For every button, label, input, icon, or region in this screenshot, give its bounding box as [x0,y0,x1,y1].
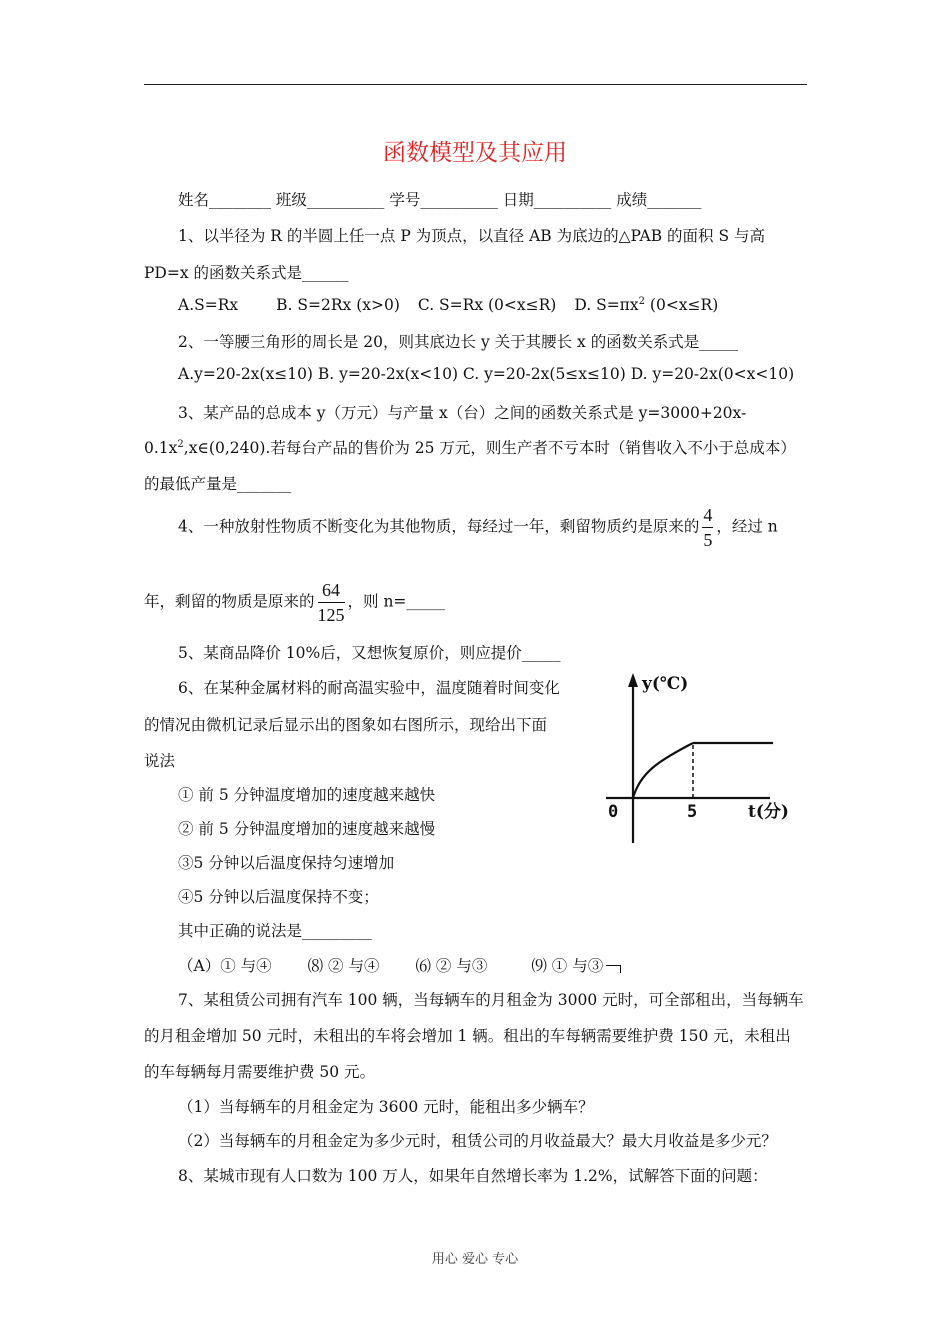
q4-fraction-2 [318,581,345,624]
q1-option-d-sup: 2 [638,296,645,307]
q6-line2: 的情况由微机记录后显示出的图象如右图所示，现给出下面 [144,716,548,734]
q7-line2: 的月租金增加 50 元时，未租出的车将会增加 1 辆。租出的车每辆需要维护费 150 元，未租出 [144,1027,791,1045]
info-line: 姓名________ 班级__________ 学号__________ 日期__________ 成绩_______ [178,191,702,209]
q6-line3: 说法 [144,752,176,770]
q6-statement-2: ② 前 5 分钟温度增加的速度越来越慢 [178,820,436,838]
q7-line3: 的车每辆每月需要维护费 50 元。 [144,1063,376,1081]
q1-line1: 1、以半径为 R 的半圆上任一点 P 为顶点，以直径 AB 为底边的△PAB 的面积 S 与高 [178,227,766,245]
q4-fraction-2-num: 64 [318,581,345,603]
q6-option-b: ⑻ ② 与④ [307,957,380,975]
q3-line2-post: ,x∈(0,240).若每台产品的售价为 25 万元，则生产者不亏本时（销售收入不小于总成本） [183,439,796,457]
q4-line2 [144,581,445,624]
q6-option-d: ⑼ ① 与③ [531,957,604,975]
q6-ask: 其中正确的说法是_________ [178,922,372,940]
q2-options: A.y=20-2x(x≤10) B. y=20-2x(x<10) C. y=20-2x(5≤x≤10) D. y=20-2x(0<x<10) [178,365,795,383]
q7-line1: 7、某租赁公司拥有汽车 100 辆，当每辆车的月租金为 3000 元时，可全部租出，当每辆车 [178,991,804,1009]
q4-line1-pre: 4、一种放射性物质不断变化为其他物质，每经过一年，剩留物质约是原来的 [178,517,700,536]
q6-option-c: ⑹ ② 与③ [415,957,488,975]
q6-statement-1: ① 前 5 分钟温度增加的速度越来越快 [178,786,436,804]
page-footer: 用心 爱心 专心 [431,1252,519,1267]
q3-line3: 的最低产量是_______ [144,475,292,493]
q1-options [178,296,718,314]
origin-label: 0 [608,802,619,822]
q3-line2 [144,436,796,458]
x-axis-label: t(分) [748,802,789,822]
q4-line2-pre: 年，剩留的物质是原来的 [144,592,315,611]
temperature-curve [633,743,693,798]
q1-option-d-post: (0<x≤R) [644,296,719,315]
q8-line1: 8、某城市现有人口数为 100 万人，如果年自然增长率为 1.2%，试解答下面的问题： [178,1167,768,1185]
q5-line1: 5、某商品降价 10%后，又想恢复原价，则应提价_____ [178,644,561,662]
q6-option-a: （A）① 与④ [178,957,272,975]
q1-option-b: B. S=2Rx (x>0) [276,296,400,315]
q1-line2: PD=x 的函数关系式是______ [144,264,349,282]
q2-line1: 2、一等腰三角形的周长是 20，则其底边长 y 关于其腰长 x 的函数关系式是_____ [178,333,738,351]
q1-option-a: A.S=Rx [178,296,239,315]
q1-option-d-pre: D. S=πx [574,296,639,315]
q7-part-1: （1）当每辆车的月租金定为 3600 元时，能租出多少辆车？ [178,1098,594,1116]
q6-line1: 6、在某种金属材料的耐高温实验中，温度随着时间变化 [178,679,560,697]
y-axis-arrow-icon [628,673,638,687]
header-rule [144,84,807,85]
q4-line2-post: ，则 n=_____ [347,592,446,611]
x-tick-5-label: 5 [687,802,698,822]
q7-part-2: （2）当每辆车的月租金定为多少元时，租赁公司的月收益最大？最大月收益是多少元？ [178,1132,777,1150]
temperature-time-graph [598,665,818,845]
y-axis-label: y(℃) [642,674,689,694]
q4-line1-post: ，经过 n [716,517,778,536]
q3-line2-pre: 0.1x [144,439,178,457]
q6-options [178,954,621,976]
answer-bracket [606,965,621,973]
q1-option-d [574,296,718,314]
q4-fraction-1 [702,506,713,549]
q4-fraction-2-den: 125 [317,605,345,625]
q6-statement-4: ④5 分钟以后温度保持不变； [178,888,379,906]
q3-line1: 3、某产品的总成本 y（万元）与产量 x（台）之间的函数关系式是 y=3000+20x- [178,404,747,422]
q4-fraction-1-den: 5 [703,530,713,550]
q3-line2-sup: 2 [177,438,184,450]
page-title: 函数模型及其应用 [383,140,567,166]
q1-option-c: C. S=Rx (0<x≤R) [417,296,557,315]
q6-statement-3: ③5 分钟以后温度保持匀速增加 [178,854,395,872]
q4-fraction-1-num: 4 [702,506,713,528]
q4-line1 [178,506,778,549]
